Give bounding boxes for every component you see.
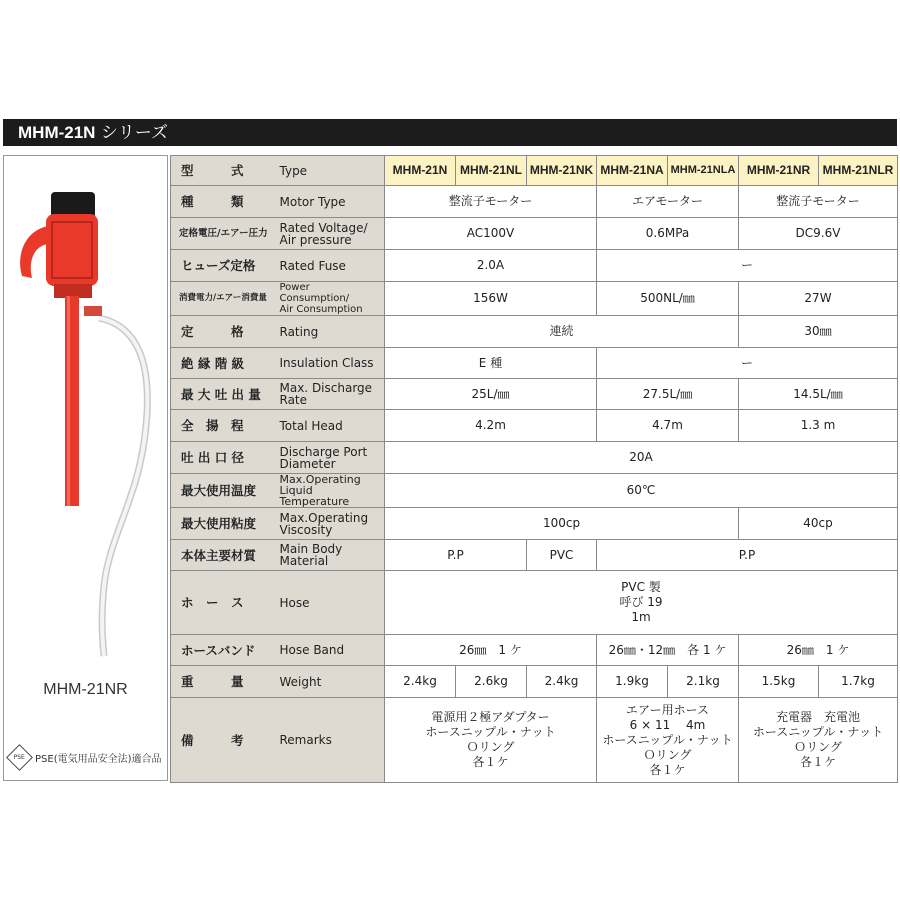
value-cell: 14.5L/㎜ [739, 379, 898, 410]
label-en: Total Head [274, 410, 385, 442]
value-cell: 2.4kg [385, 666, 456, 698]
remark-line: ホースニップル・ナット [425, 725, 556, 739]
label-en: Type [274, 156, 385, 186]
value-cell: 26㎜ 1 ケ [385, 635, 597, 666]
label-jp: 定格電圧/エアー圧力 [171, 218, 274, 250]
label-jp: 本体主要材質 [171, 540, 274, 571]
hose-line: 呼び 19 [619, 595, 663, 609]
label-jp: ヒューズ定格 [171, 250, 274, 282]
row-rating [171, 316, 898, 348]
value-cell: 整流子モーター [385, 186, 597, 218]
label-en [274, 379, 385, 410]
label-en: Hose [274, 571, 385, 635]
row-remarks [171, 698, 898, 783]
row-power-consumption [171, 282, 898, 316]
label-jp: 型 式 [171, 156, 274, 186]
label-en-line: Main Body [279, 542, 343, 556]
remarks-battery [739, 698, 898, 783]
label-en: Remarks [274, 698, 385, 783]
row-type [171, 156, 898, 186]
remark-line: Ｏリング [794, 740, 842, 754]
row-max-temp [171, 474, 898, 508]
pump-illustration [4, 156, 167, 676]
label-jp: 定 格 [171, 316, 274, 348]
pse-mark-icon [6, 744, 33, 771]
value-cell: 0.6MPa [597, 218, 739, 250]
remark-line: ホースニップル・ナット [752, 725, 884, 739]
product-caption: MHM-21NR [43, 681, 128, 698]
label-en-line: Max.Operating [279, 473, 361, 486]
value-cell: P.P [385, 540, 527, 571]
remark-line: Ｏリング [466, 740, 515, 754]
row-hose-band [171, 635, 898, 666]
label-en-line: Power Consumption/ [279, 282, 350, 304]
product-image-panel [3, 155, 168, 781]
value-cell: 1.9kg [597, 666, 668, 698]
pse-note-text: PSE(電気用品安全法)適合品 [35, 754, 162, 765]
remarks-dc [385, 698, 597, 783]
value-cell: 4.2m [385, 410, 597, 442]
value-cell: 4.7m [597, 410, 739, 442]
value-cell: 156W [385, 282, 597, 316]
series-suffix: シリーズ [95, 123, 169, 143]
label-en [274, 508, 385, 540]
value-cell: 27.5L/㎜ [597, 379, 739, 410]
label-en: Insulation Class [274, 348, 385, 379]
remark-line: 6 × 11 4m [629, 717, 706, 732]
remark-line: 各１ケ [649, 762, 686, 777]
pse-note [10, 748, 162, 767]
row-total-head [171, 410, 898, 442]
value-cell: E 種 [385, 348, 597, 379]
value-cell: 1.7kg [819, 666, 898, 698]
model-cell: MHM-21NLR [819, 156, 898, 186]
value-cell: 100cp [385, 508, 739, 540]
value-cell: 26㎜ 1 ケ [739, 635, 898, 666]
value-cell: PVC [527, 540, 597, 571]
model-cell: MHM-21NL [456, 156, 527, 186]
label-en-line: Rated Voltage/ [279, 220, 368, 235]
remark-line: Ｏリング [643, 747, 692, 762]
value-cell: 2.6kg [456, 666, 527, 698]
label-en-line: Diameter [279, 456, 336, 471]
label-en [274, 540, 385, 571]
remark-line: 電源用２極アダプター [431, 710, 550, 724]
model-cell: MHM-21N [385, 156, 456, 186]
row-rated-fuse [171, 250, 898, 282]
value-cell: 整流子モーター [739, 186, 898, 218]
label-en: Rating [274, 316, 385, 348]
label-jp: 重 量 [171, 666, 274, 698]
value-cell: 1.5kg [739, 666, 819, 698]
label-jp: ホースバンド [171, 635, 274, 666]
row-rated-voltage [171, 218, 898, 250]
label-jp: 最大使用温度 [171, 474, 274, 508]
label-en: Rated Fuse [274, 250, 385, 282]
label-jp: 絶 縁 階 級 [171, 348, 274, 379]
hose-line: 1m [631, 610, 651, 624]
row-weight [171, 666, 898, 698]
model-cell: MHM-21NR [739, 156, 819, 186]
remark-line: 各１ケ [799, 755, 836, 769]
value-cell: 30㎜ [739, 316, 898, 348]
remark-line: エアー用ホース [625, 702, 710, 717]
row-max-viscosity [171, 508, 898, 540]
hose-line: PVC 製 [621, 580, 661, 594]
row-body-material [171, 540, 898, 571]
value-cell: エアモーター [597, 186, 739, 218]
row-motor-type [171, 186, 898, 218]
label-en-line: Max. Discharge [279, 381, 373, 395]
label-en-line: Rate [279, 393, 308, 407]
value-cell: ー [597, 250, 898, 282]
row-max-discharge [171, 379, 898, 410]
label-en [274, 218, 385, 250]
label-en: Motor Type [274, 186, 385, 218]
label-jp: 種 類 [171, 186, 274, 218]
label-jp: 吐 出 口 径 [171, 442, 274, 474]
value-cell: 27W [739, 282, 898, 316]
label-en: Hose Band [274, 635, 385, 666]
value-cell: 2.4kg [527, 666, 597, 698]
label-en-line: Air pressure [279, 232, 352, 247]
label-en-line: Liquid Temperature [279, 484, 350, 508]
remark-line: 各１ケ [472, 755, 509, 769]
label-en [274, 474, 385, 508]
spec-table [170, 155, 898, 783]
label-en: Weight [274, 666, 385, 698]
label-en-line: Air Consumption [279, 304, 363, 315]
value-cell: DC9.6V [739, 218, 898, 250]
label-en [274, 282, 385, 316]
value-cell: 500NL/㎜ [597, 282, 739, 316]
value-cell: 1.3 m [739, 410, 898, 442]
label-en-line: Viscosity [279, 522, 333, 537]
value-cell: ー [597, 348, 898, 379]
row-discharge-port [171, 442, 898, 474]
label-jp: ホ ー ス [171, 571, 274, 635]
row-insulation [171, 348, 898, 379]
series-code: MHM-21N [18, 123, 96, 142]
label-en-line: Max.Operating [279, 510, 369, 525]
value-cell: 20A [385, 442, 898, 474]
model-cell: MHM-21NA [597, 156, 668, 186]
label-en [274, 442, 385, 474]
model-cell: MHM-21NK [527, 156, 597, 186]
label-jp: 消費電力/エアー消費量 [171, 282, 274, 316]
value-cell: 2.1kg [668, 666, 739, 698]
label-en-line: Discharge Port [279, 444, 368, 459]
value-cell: 40cp [739, 508, 898, 540]
remark-line: ホースニップル・ナット [602, 732, 733, 747]
value-cell [385, 571, 898, 635]
value-cell: 2.0A [385, 250, 597, 282]
value-cell: AC100V [385, 218, 597, 250]
label-jp: 最 大 吐 出 量 [171, 379, 274, 410]
label-en-line: Material [279, 554, 329, 568]
value-cell: P.P [597, 540, 898, 571]
remark-line: 充電器 充電池 [775, 710, 860, 724]
value-cell: 連続 [385, 316, 739, 348]
label-jp: 備 考 [171, 698, 274, 783]
series-title-bar [3, 119, 897, 146]
label-jp: 最大使用粘度 [171, 508, 274, 540]
value-cell: 25L/㎜ [385, 379, 597, 410]
value-cell: 60℃ [385, 474, 898, 508]
model-cell: MHM-21NLA [668, 156, 739, 186]
value-cell: 26㎜・12㎜ 各 1 ケ [597, 635, 739, 666]
row-hose [171, 571, 898, 635]
pse-mark-text: PSE [13, 753, 26, 761]
label-jp: 全 揚 程 [171, 410, 274, 442]
remarks-air [597, 698, 739, 783]
